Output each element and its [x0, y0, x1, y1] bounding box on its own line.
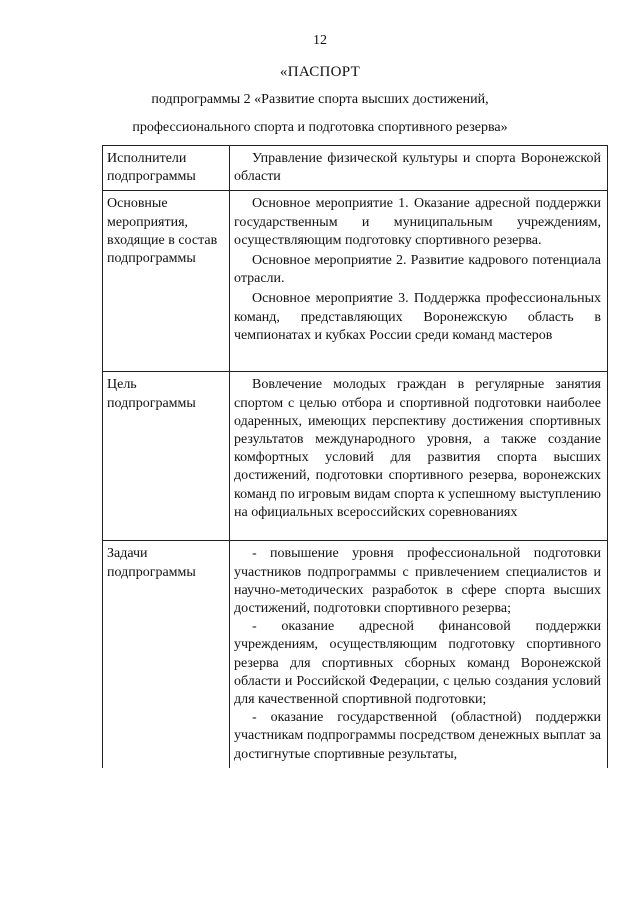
- row-label: Задачи подпрограммы: [103, 541, 230, 768]
- paragraph: - оказание государственной (областной) поддержки участникам подпрограммы посредством денежных выплат за достигнутые спортивные результаты,: [234, 710, 601, 762]
- table-row-goal: [103, 372, 608, 541]
- paragraph: Основное мероприятие 3. Поддержка профессиональных команд, представляющих Воронежскую область в чемпионатах и кубках России среди команд мастеров: [234, 291, 601, 343]
- row-content: [230, 191, 608, 372]
- row-content: [230, 541, 608, 768]
- row-content: [230, 146, 608, 191]
- document-title: «ПАСПОРТ: [279, 64, 361, 80]
- table-row-main-activities: [103, 191, 608, 372]
- paragraph: Основное мероприятие 1. Оказание адресной поддержки государственным и муниципальным учреждениям, осуществляющим подготовку спортивного резерва.: [234, 196, 601, 248]
- passport-table: [102, 145, 608, 768]
- row-label: Основные мероприятия, входящие в состав подпрограммы: [103, 191, 230, 372]
- paragraph: Управление физической культуры и спорта Воронежской области: [234, 151, 601, 185]
- page-number: 12: [313, 33, 327, 48]
- table-row-tasks: [103, 541, 608, 768]
- paragraph: - оказание адресной финансовой поддержки учреждениям, осуществляющим подготовку спортивного резерва для спортивных сборных команд Воронежской области и Российской Федерации, с целью создания условий для качественной спортивной подготовки;: [234, 619, 601, 708]
- subtitle-line-1: подпрограммы 2 «Развитие спорта высших достижений,: [151, 92, 489, 107]
- subtitle-line-2: профессионального спорта и подготовка спортивного резерва»: [132, 120, 508, 135]
- table-row-executors: [103, 146, 608, 191]
- row-label: Исполнители подпрограммы: [103, 146, 230, 191]
- paragraph: Основное мероприятие 2. Развитие кадрового потенциала отрасли.: [234, 253, 601, 287]
- row-label: Цель подпрограммы: [103, 372, 230, 541]
- row-content: [230, 372, 608, 541]
- paragraph: Вовлечение молодых граждан в регулярные занятия спортом с целью отбора и спортивной подготовки наиболее одаренных, имеющих перспективу достижения спортивных результатов международного уровня, а также создание комфортных условий для развития спорта высших достижений, подготовки спортивного резерва, воронежских команд по игровым видам спорта к успешному выступлению на официальных всероссийских соревнованиях: [234, 377, 601, 520]
- paragraph: - повышение уровня профессиональной подготовки участников подпрограммы с привлечением специалистов и научно-методических разработок в сфере спорта высших достижений, подготовки спортивного резерва;: [234, 546, 601, 617]
